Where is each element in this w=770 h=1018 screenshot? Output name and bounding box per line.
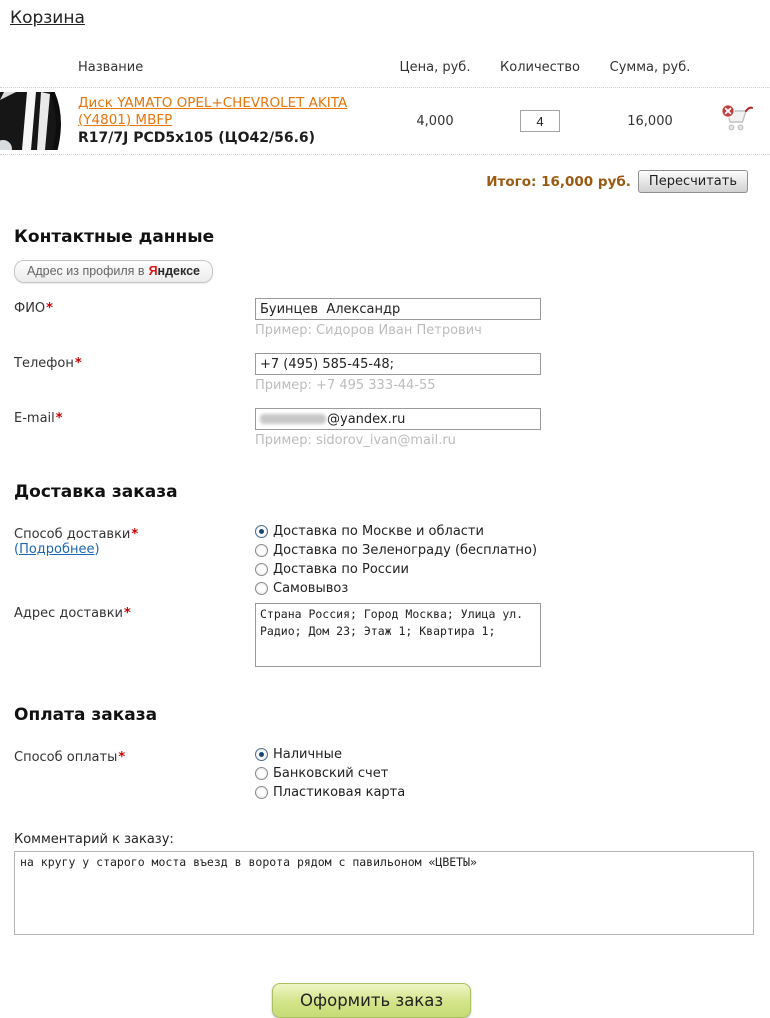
phone-row	[14, 353, 770, 393]
email-row	[14, 408, 770, 448]
item-sum: 16,000	[627, 113, 673, 129]
email-visible-value: @yandex.ru	[327, 411, 406, 427]
delivery-option-zelenograd[interactable]: Доставка по Зеленограду (бесплатно)	[255, 543, 537, 558]
order-comment-textarea[interactable]	[14, 851, 754, 935]
delivery-options-group	[255, 524, 537, 600]
cart-remove-icon	[717, 103, 753, 135]
payment-option-card[interactable]: Пластиковая карта	[255, 785, 405, 800]
contact-section-heading: Контактные данные	[14, 227, 215, 247]
col-header-qty: Количество	[500, 60, 580, 75]
phone-label: Телефон*	[14, 356, 82, 371]
fio-label: ФИО*	[14, 301, 53, 316]
col-header-sum: Сумма, руб.	[609, 60, 691, 75]
product-spec: R17/7J PCD5x105 (ЦО42/56.6)	[78, 130, 316, 146]
email-redacted-blur	[260, 414, 326, 424]
delivery-details-link[interactable]: Подробнее	[19, 542, 95, 557]
radio-icon[interactable]	[255, 767, 268, 780]
place-order-button[interactable]: Оформить заказ	[272, 983, 471, 1018]
quantity-input[interactable]	[520, 110, 560, 132]
payment-method-label: Способ оплаты*	[14, 750, 126, 765]
email-label: E-mail*	[14, 411, 63, 426]
phone-hint: Пример: +7 495 333-44-55	[255, 378, 436, 393]
yandex-logo: Яндексе	[148, 264, 200, 278]
cart-item-row	[0, 87, 770, 155]
recalculate-button[interactable]: Пересчитать	[638, 170, 748, 193]
payment-option-cash[interactable]: Наличные	[255, 747, 405, 762]
radio-icon[interactable]	[255, 748, 268, 761]
cart-table-header	[0, 60, 770, 75]
cart-total-row	[0, 170, 770, 193]
yandex-profile-address-button[interactable]	[14, 260, 213, 283]
remove-item-button[interactable]	[717, 103, 753, 138]
delivery-method-row	[14, 524, 770, 600]
radio-icon[interactable]	[255, 786, 268, 799]
delivery-address-label: Адрес доставки*	[14, 606, 131, 621]
product-wheel-image	[0, 92, 66, 150]
page-title	[10, 8, 770, 28]
delivery-option-moscow[interactable]: Доставка по Москве и области	[255, 524, 537, 539]
radio-icon[interactable]	[255, 544, 268, 557]
payment-option-bank-account[interactable]: Банковский счет	[255, 766, 405, 781]
radio-icon[interactable]	[255, 525, 268, 538]
delivery-method-label: Способ доставки* (Подробнее)	[14, 527, 139, 557]
fio-hint: Пример: Сидоров Иван Петрович	[255, 323, 482, 338]
yandex-button-text: Адрес из профиля в	[27, 264, 145, 278]
delivery-option-russia[interactable]: Доставка по России	[255, 562, 537, 577]
payment-method-row	[14, 747, 770, 804]
col-header-price: Цена, руб.	[399, 60, 471, 75]
col-header-name: Название	[78, 60, 144, 75]
phone-input[interactable]	[255, 353, 541, 375]
cart-title-link[interactable]: Корзина	[10, 8, 85, 28]
fio-row	[14, 298, 770, 338]
payment-options-group	[255, 747, 405, 804]
total-amount: Итого: 16,000 руб.	[486, 173, 631, 190]
payment-section-heading: Оплата заказа	[14, 705, 158, 725]
fio-input[interactable]	[255, 298, 541, 320]
delivery-address-textarea[interactable]	[255, 603, 541, 667]
radio-icon[interactable]	[255, 582, 268, 595]
product-title-link[interactable]: Диск YAMATO OPEL+CHEVROLET AKITA (Y4801) MBFP	[78, 94, 348, 128]
delivery-section-heading: Доставка заказа	[14, 482, 178, 502]
delivery-option-pickup[interactable]: Самовывоз	[255, 581, 537, 596]
item-price: 4,000	[416, 113, 454, 129]
delivery-address-row	[14, 603, 770, 671]
radio-icon[interactable]	[255, 563, 268, 576]
email-input[interactable]	[255, 408, 541, 430]
order-comment-label: Комментарий к заказу:	[14, 832, 174, 847]
email-hint: Пример: sidorov_ivan@mail.ru	[255, 433, 456, 448]
